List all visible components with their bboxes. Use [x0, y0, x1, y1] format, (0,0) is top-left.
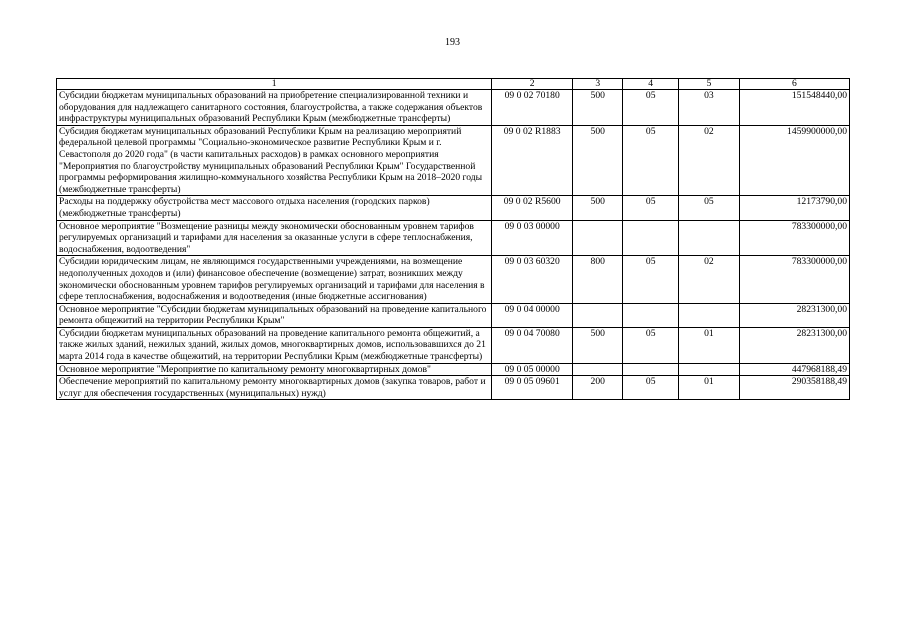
row-group: 500 [573, 327, 623, 363]
row-subsection: 05 [679, 196, 740, 220]
row-group: 500 [573, 125, 623, 196]
row-code: 09 0 03 00000 [492, 220, 573, 256]
row-name: Субсидия бюджетам муниципальных образований Республики Крым на реализацию мероприятий федеральной целевой программы "Социально-экономическое развитие Республики Крым и г. Севастополя до 2020 года" (в части капитальных расходов) в рамках основного мероприятия "Мероприятия по благоустройству муниципальных образований Республики Крым" Государственной программы реформирования жилищно-коммунального хозяйства Республики Крым на 2018–2020 годы (межбюджетные трансферты) [57, 125, 492, 196]
row-code: 09 0 05 00000 [492, 363, 573, 376]
row-subsection [679, 363, 740, 376]
row-name: Основное мероприятие "Мероприятие по капитальному ремонту многоквартирных домов" [57, 363, 492, 376]
row-amount: 783300000,00 [739, 256, 849, 303]
row-name: Основное мероприятие "Возмещение разницы между экономически обоснованным уровнем тарифов регулируемых организаций и тарифами для населения за оказанные услуги в сфере теплоснабжения, водоснабжения, водоотведения" [57, 220, 492, 256]
table-row [57, 303, 850, 327]
row-name: Основное мероприятие "Субсидии бюджетам муниципальных образований на проведение капитального ремонта общежитий на территории Республики Крым" [57, 303, 492, 327]
table-row [57, 376, 850, 400]
column-header-name: 1 [57, 79, 492, 90]
row-section: 05 [623, 196, 679, 220]
row-section: 05 [623, 376, 679, 400]
page-number: 193 [445, 37, 460, 48]
table-row [57, 220, 850, 256]
row-amount: 28231300,00 [739, 303, 849, 327]
row-subsection: 01 [679, 327, 740, 363]
row-group [573, 363, 623, 376]
budget-table [56, 78, 850, 400]
row-name: Субсидии бюджетам муниципальных образований на проведение капитального ремонта общежитий, а также жилых зданий, нежилых зданий, жилых домов, многоквартирных домов, использовавшихся до 21 марта 2014 года в качестве общежитий, на территории Республики Крым (межбюджетные трансферты) [57, 327, 492, 363]
row-name: Субсидии юридическим лицам, не являющимся государственными учреждениями, на возмещение недополученных доходов и (или) финансовое обеспечение (возмещение) затрат, возникших между экономически обоснованным уровнем тарифов регулируемых организаций и тарифами для населения в сфере теплоснабжения, водоснабжения и водоотведения (иные бюджетные ассигнования) [57, 256, 492, 303]
row-code: 09 0 02 70180 [492, 90, 573, 126]
row-code: 09 0 03 60320 [492, 256, 573, 303]
row-section: 05 [623, 125, 679, 196]
row-code: 09 0 04 00000 [492, 303, 573, 327]
row-subsection: 03 [679, 90, 740, 126]
row-code: 09 0 02 R1883 [492, 125, 573, 196]
header-row [57, 79, 850, 90]
table-row [57, 256, 850, 303]
row-amount: 12173790,00 [739, 196, 849, 220]
row-section [623, 363, 679, 376]
table-row [57, 327, 850, 363]
row-subsection [679, 303, 740, 327]
row-section: 05 [623, 90, 679, 126]
row-subsection: 02 [679, 125, 740, 196]
row-subsection: 02 [679, 256, 740, 303]
row-section: 05 [623, 256, 679, 303]
row-amount: 1459900000,00 [739, 125, 849, 196]
row-subsection: 01 [679, 376, 740, 400]
row-section [623, 303, 679, 327]
table-row [57, 125, 850, 196]
row-code: 09 0 02 R5600 [492, 196, 573, 220]
row-name: Расходы на поддержку обустройства мест массового отдыха населения (городских парков) (межбюджетные трансферты) [57, 196, 492, 220]
row-amount: 447968188,49 [739, 363, 849, 376]
row-group: 500 [573, 90, 623, 126]
table-row [57, 196, 850, 220]
table-row [57, 363, 850, 376]
row-code: 09 0 04 70080 [492, 327, 573, 363]
row-name: Обеспечение мероприятий по капитальному ремонту многоквартирных домов (закупка товаров, работ и услуг для обеспечения государственных (муниципальных) нужд) [57, 376, 492, 400]
row-name: Субсидии бюджетам муниципальных образований на приобретение специализированной техники и оборудования для надлежащего санитарного состояния, благоустройства, а также содержания объектов инфраструктуры муниципальных образований Республики Крым (межбюджетные трансферты) [57, 90, 492, 126]
column-header-section: 4 [623, 79, 679, 90]
row-amount: 783300000,00 [739, 220, 849, 256]
table-row [57, 90, 850, 126]
row-subsection [679, 220, 740, 256]
row-section: 05 [623, 327, 679, 363]
row-amount: 290358188,49 [739, 376, 849, 400]
row-group [573, 220, 623, 256]
column-header-group: 3 [573, 79, 623, 90]
row-group: 200 [573, 376, 623, 400]
row-section [623, 220, 679, 256]
column-header-code: 2 [492, 79, 573, 90]
row-group: 500 [573, 196, 623, 220]
row-code: 09 0 05 09601 [492, 376, 573, 400]
row-group [573, 303, 623, 327]
row-amount: 151548440,00 [739, 90, 849, 126]
row-amount: 28231300,00 [739, 327, 849, 363]
column-header-amount: 6 [739, 79, 849, 90]
column-header-subsection: 5 [679, 79, 740, 90]
row-group: 800 [573, 256, 623, 303]
